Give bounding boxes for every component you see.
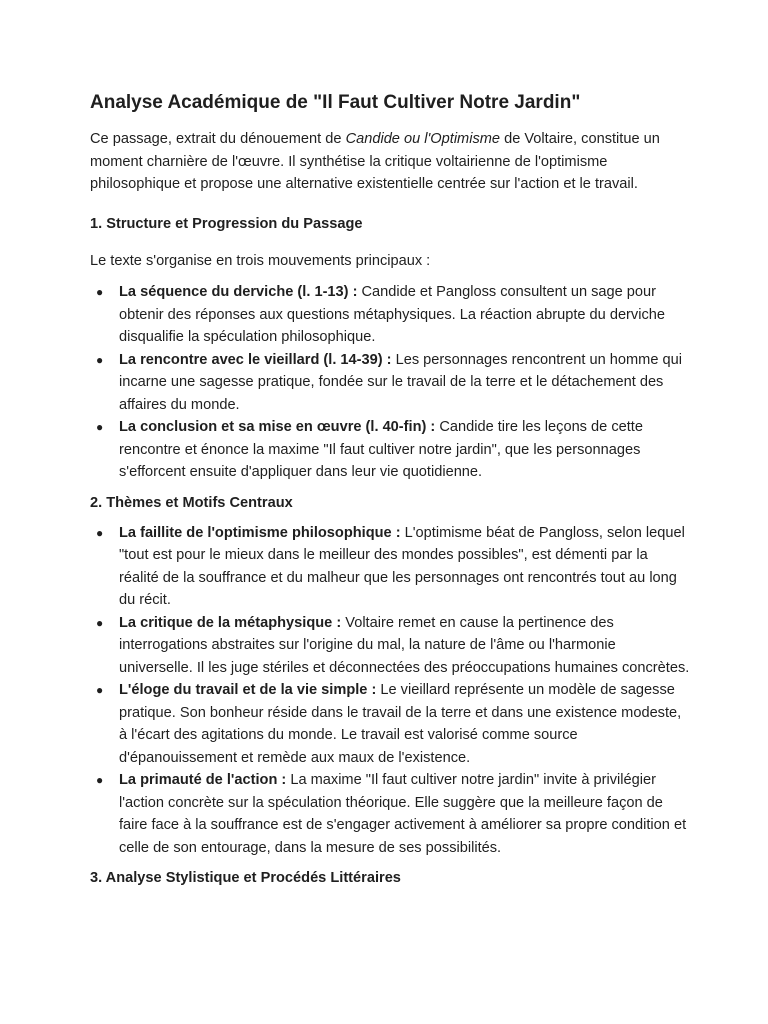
section-heading-stylistics: 3. Analyse Stylistique et Procédés Littéraires <box>90 870 401 886</box>
list-item <box>90 612 690 680</box>
list-item-label: La rencontre avec le vieillard (l. 14-39) : <box>119 351 392 368</box>
list-item-text: Voltaire remet en cause la pertinence des interrogations abstraites sur l'origine du mal, la nature de l'âme ou l'harmonie universelle. Il les juge stériles et déconnectées des préoccupations humaines concrètes. <box>119 614 690 676</box>
bullet-icon: ● <box>96 420 104 434</box>
list-item <box>90 769 690 859</box>
list-item <box>90 522 690 612</box>
list-item <box>90 679 690 769</box>
document-body <box>90 90 690 889</box>
bullet-icon: ● <box>96 773 104 787</box>
section-lead: Le texte s'organise en trois mouvements principaux : <box>90 252 431 269</box>
bullet-icon: ● <box>96 615 104 630</box>
section-heading-structure: 1. Structure et Progression du Passage <box>90 215 363 232</box>
list-item-label: La critique de la métaphysique : <box>119 614 342 631</box>
list-item-label: La faillite de l'optimisme philosophique : <box>119 524 401 541</box>
list-item-text: Candide tire les leçons de cette rencontre et énonce la maxime "Il faut cultiver notre jardin", que les personnages s'efforcent ensuite d'appliquer dans leur vie quotidienne. <box>119 419 643 480</box>
list-item-text: Candide et Pangloss consultent un sage pour obtenir des réponses aux questions métaphysiques. La réaction abrupte du derviche disqualifie la spéculation philosophique. <box>119 284 665 345</box>
structure-list <box>90 281 690 484</box>
bullet-icon: ● <box>96 683 104 697</box>
list-item-text: L'optimisme béat de Pangloss, selon lequel "tout est pour le mieux dans le meilleur des mondes possibles", est démenti par la réalité de la souffrance et du malheur que les personnages ont rencontrés tout au long du récit. <box>119 524 685 608</box>
list-item-label: L'éloge du travail et de la vie simple : <box>119 682 377 698</box>
list-item <box>90 416 690 484</box>
intro-paragraph <box>90 128 690 196</box>
list-item-text: La maxime "Il faut cultiver notre jardin" invite à privilégier l'action concrète sur la spéculation théorique. Elle suggère que la meilleure façon de faire face à la souffrance est de s'engager activement à améliorer sa propre condition et celle de son entourage, dans la mesure de ses possibilités. <box>119 772 687 856</box>
list-item <box>90 349 690 417</box>
work-title: Candide ou l'Optimisme <box>345 131 501 147</box>
list-item <box>90 281 690 349</box>
list-item-label: La séquence du derviche (l. 1-13) : <box>119 284 358 300</box>
bullet-icon: ● <box>96 525 104 540</box>
themes-list <box>90 522 690 860</box>
bullet-icon: ● <box>96 352 104 367</box>
list-item-text: Les personnages rencontrent un homme qui incarne une sagesse pratique, fondée sur le travail de la terre et le détachement des affaires du monde. <box>119 351 682 413</box>
intro-text-2: de Voltaire, constitue un moment charnière de l'œuvre. Il synthétise la critique voltairienne de l'optimisme philosophique et propose une alternative existentielle centrée sur l'action et le travail. <box>90 131 660 192</box>
document-title: Analyse Académique de "Il Faut Cultiver Notre Jardin" <box>90 92 581 113</box>
section-heading-themes: 2. Thèmes et Motifs Centraux <box>90 494 293 511</box>
intro-text-1: Ce passage, extrait du dénouement de <box>90 131 346 147</box>
list-item-label: La primauté de l'action : <box>119 772 287 788</box>
list-item-label: La conclusion et sa mise en œuvre (l. 40-fin) : <box>119 419 436 435</box>
list-item-text: Le vieillard représente un modèle de sagesse pratique. Son bonheur réside dans le travail de la terre et dans une existence modeste, à l'écart des agitations du monde. Le travail est valorisé comme source d'épanouissement et remède aux maux de l'existence. <box>119 682 682 766</box>
bullet-icon: ● <box>96 285 104 299</box>
